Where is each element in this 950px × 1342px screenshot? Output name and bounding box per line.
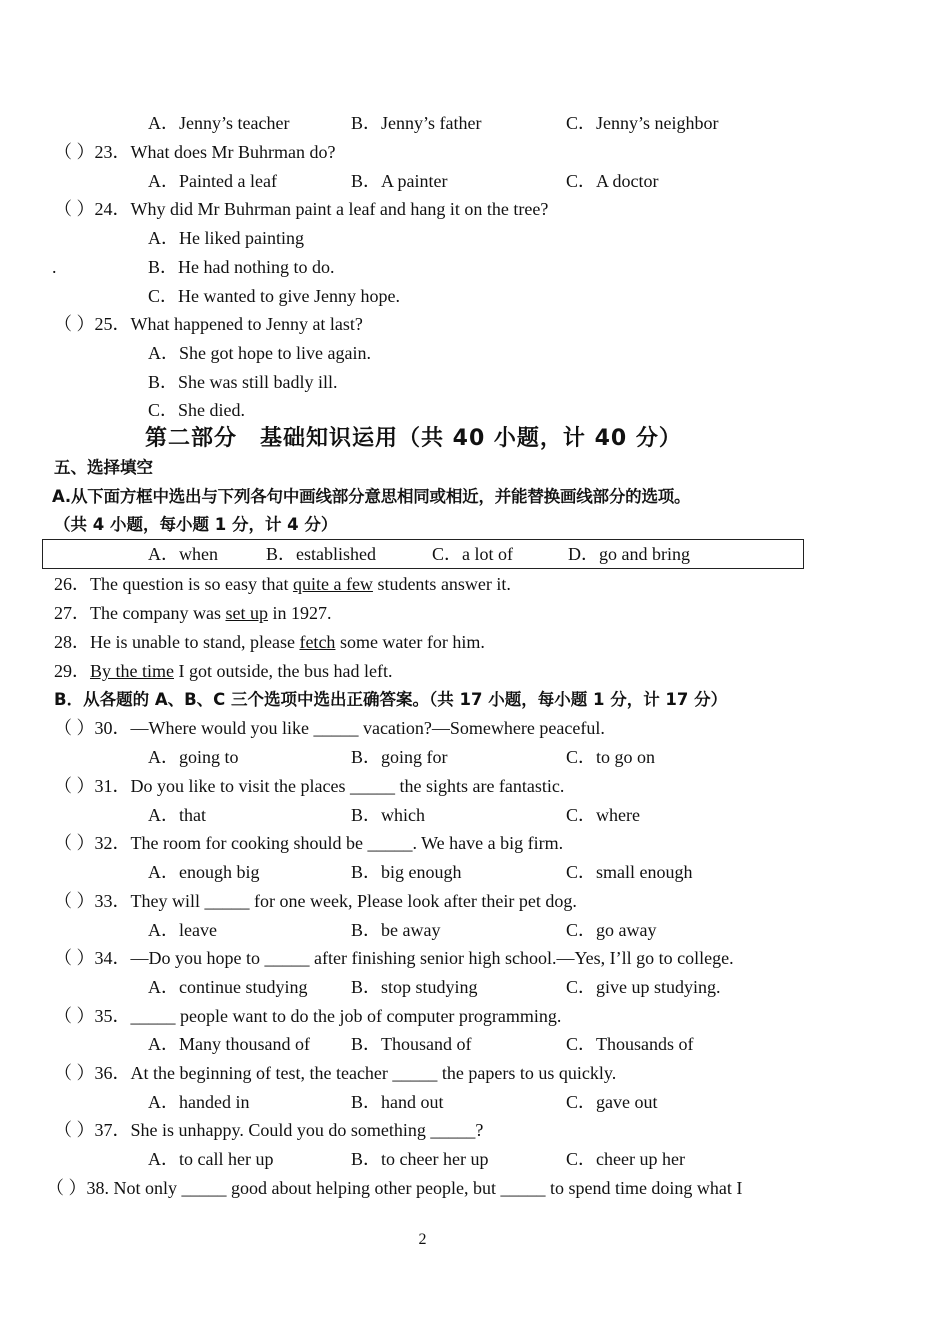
q23-option-a: A．Painted a leaf (148, 171, 277, 191)
q24-option-b: B．He had nothing to do. (148, 257, 335, 277)
question-36-stem: （ ）36．At the beginning of test, the teacher _____ the papers to us quickly. (54, 1063, 617, 1083)
question-38-stem: （ ）38. Not only _____ good about helping other people, but _____ to spend time doing what I (46, 1178, 743, 1198)
q33-option-c: C．go away (566, 920, 657, 940)
question-27-underlined: set up (225, 603, 268, 623)
q34-option-b: B．stop studying (351, 977, 478, 997)
box-option-b: B．established (266, 544, 376, 564)
q31-option-a: A．that (148, 805, 206, 825)
question-27 (54, 601, 331, 625)
question-31-stem: （ ）31．Do you like to visit the places _____ the sights are fantastic. (54, 776, 565, 796)
question-27-text-before: The company was (90, 603, 226, 623)
q31-option-c: C．where (566, 805, 640, 825)
q36-option-b: B．hand out (351, 1092, 444, 1112)
question-28-text-before: He is unable to stand, please (90, 632, 300, 652)
question-35-stem: （ ）35．_____ people want to do the job of computer programming. (54, 1006, 562, 1026)
question-33-stem: （ ）33．They will _____ for one week, Please look after their pet dog. (54, 891, 577, 911)
q25-option-b: B．She was still badly ill. (148, 372, 338, 392)
question-28 (54, 630, 485, 654)
section-five-title: 五、选择填空 (54, 458, 153, 477)
question-26-underlined: quite a few (292, 574, 373, 594)
q22-option-c: C．Jenny’s neighbor (566, 113, 719, 133)
question-32-stem: （ ）32．The room for cooking should be _____. We have a big firm. (54, 833, 564, 853)
q37-option-a: A．to call her up (148, 1149, 274, 1169)
q34-option-a: A．continue studying (148, 977, 308, 997)
q33-option-a: A．leave (148, 920, 217, 940)
question-29 (54, 659, 392, 683)
question-26 (54, 572, 511, 596)
question-26-text-before: The question is so easy that (90, 574, 293, 594)
section-a-score: （共 4 小题，每小题 1 分，计 4 分） (54, 515, 338, 534)
question-29-text-after: I got outside, the bus had left. (174, 661, 393, 681)
box-option-a: A．when (148, 544, 218, 564)
q35-option-b: B．Thousand of (351, 1034, 472, 1054)
q34-option-c: C．give up studying. (566, 977, 721, 997)
question-24-stem: （ ）24．Why did Mr Buhrman paint a leaf and hang it on the tree? (54, 199, 549, 219)
q32-option-a: A．enough big (148, 862, 260, 882)
q23-option-b: B．A painter (351, 171, 448, 191)
q25-option-c: C．She died. (148, 400, 245, 420)
q22-option-b: B．Jenny’s father (351, 113, 482, 133)
q36-option-c: C．gave out (566, 1092, 658, 1112)
q32-option-b: B．big enough (351, 862, 462, 882)
question-26-number: 26． (54, 574, 90, 594)
question-23-stem: （ ）23．What does Mr Buhrman do? (54, 142, 336, 162)
box-option-c: C．a lot of (432, 544, 513, 564)
q35-option-c: C．Thousands of (566, 1034, 694, 1054)
section-b-instruction: B．从各题的 A、B、C 三个选项中选出正确答案。（共 17 小题，每小题 1 分，计 17 分） (54, 690, 728, 709)
part-two-title: 第二部分 基础知识运用（共 40 小题，计 40 分） (145, 426, 682, 451)
question-28-text-after: some water for him. (335, 632, 485, 652)
q23-option-c: C．A doctor (566, 171, 659, 191)
question-29-underlined: By the time (90, 661, 174, 681)
q25-option-a: A．She got hope to live again. (148, 343, 371, 363)
section-a-instruction: A.从下面方框中选出与下列各句中画线部分意思相同或相近，并能替换画线部分的选项。 (52, 487, 691, 506)
question-29-number: 29． (54, 661, 90, 681)
q35-option-a: A．Many thousand of (148, 1034, 310, 1054)
question-27-text-after: in 1927. (267, 603, 332, 623)
q33-option-b: B．be away (351, 920, 441, 940)
question-30-stem: （ ）30．—Where would you like _____ vacation?—Somewhere peaceful. (54, 718, 605, 738)
box-option-d: D．go and bring (568, 544, 690, 564)
question-28-underlined: fetch (299, 632, 336, 652)
q37-option-c: C．cheer up her (566, 1149, 685, 1169)
q24-option-a: A．He liked painting (148, 228, 304, 248)
q24-option-c: C．He wanted to give Jenny hope. (148, 286, 400, 306)
question-27-number: 27． (54, 603, 90, 623)
q22-option-a: A．Jenny’s teacher (148, 113, 290, 133)
q30-option-c: C．to go on (566, 747, 656, 767)
page-number: 2 (418, 1231, 427, 1248)
q30-option-b: B．going for (351, 747, 448, 767)
q31-option-b: B．which (351, 805, 425, 825)
question-26-text-after: students answer it. (372, 574, 511, 594)
q37-option-b: B．to cheer her up (351, 1149, 489, 1169)
question-34-stem: （ ）34．—Do you hope to _____ after finishing senior high school.—Yes, I’ll go to college. (54, 948, 734, 968)
q30-option-a: A．going to (148, 747, 239, 767)
question-25-stem: （ ）25．What happened to Jenny at last? (54, 314, 363, 334)
q32-option-c: C．small enough (566, 862, 693, 882)
question-28-number: 28． (54, 632, 90, 652)
stray-dot: . (52, 257, 57, 277)
question-37-stem: （ ）37．She is unhappy. Could you do something _____? (54, 1120, 484, 1140)
q36-option-a: A．handed in (148, 1092, 250, 1112)
